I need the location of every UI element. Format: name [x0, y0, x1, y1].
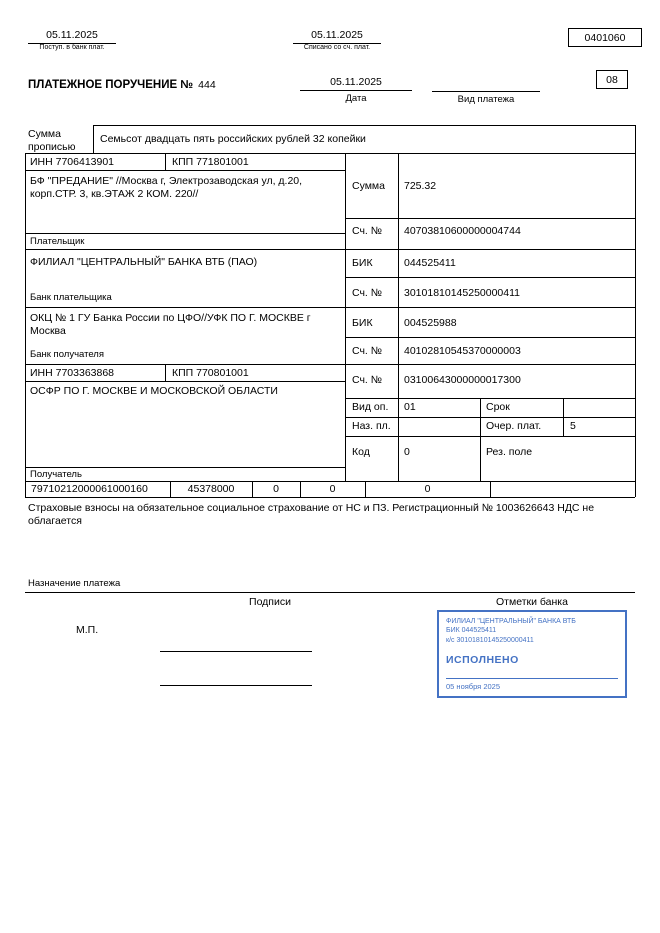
doc-date: 05.11.2025 [300, 76, 412, 91]
doc-date-block [300, 76, 412, 104]
grid-line [398, 153, 399, 481]
budget-period-value: 0 [329, 483, 336, 495]
grid-line [25, 497, 635, 498]
payment-type-block [432, 76, 540, 105]
payer-inn: ИНН 7706413901 [30, 156, 115, 168]
grid-line [345, 153, 346, 481]
grid-line [93, 125, 94, 153]
receiver-bank-name: ОКЦ № 1 ГУ Банка России по ЦФО//УФК ПО Г. МОСКВЕ г Москва [30, 312, 311, 338]
grid-line [25, 592, 635, 593]
mp-label: М.П. [76, 624, 99, 636]
signature-line [160, 651, 312, 652]
payer-account: 40703810600000004744 [404, 225, 521, 237]
grid-line [345, 398, 635, 399]
form-code-box [568, 28, 642, 47]
payer-bank-account: 30101810145250000411 [404, 287, 521, 299]
term-label: Срок [486, 401, 510, 413]
amount-words-label: Сумма прописью [28, 128, 76, 154]
grid-line [563, 398, 564, 436]
budget-basis-value: 0 [273, 483, 279, 495]
bank-stamp [437, 610, 627, 698]
receiver-bank-caption: Банк получателя [30, 349, 104, 360]
bank-marks-caption: Отметки банка [496, 596, 568, 608]
payer-kpp: КПП 771801001 [172, 156, 249, 168]
grid-line [480, 398, 481, 481]
doc-date-caption: Дата [345, 93, 367, 104]
stamp-bank-name: ФИЛИАЛ "ЦЕНТРАЛЬНЫЙ" БАНКА ВТБ [446, 618, 576, 625]
priority-value: 5 [570, 420, 576, 432]
receiver-account: 03100643000000017300 [404, 374, 521, 386]
received-date: 05.11.2025 [28, 29, 116, 44]
status-code-box [596, 70, 628, 89]
status-code: 08 [606, 73, 618, 86]
grid-line [25, 481, 635, 482]
payment-type-caption: Вид платежа [457, 94, 515, 105]
payment-purpose-code-label: Наз. пл. [352, 420, 391, 432]
grid-line [165, 153, 166, 170]
grid-line [345, 417, 635, 418]
payer-name: БФ "ПРЕДАНИЕ" //Москва г, Электрозаводская ул, д.20, корп.СТР. 3, кв.ЭТАЖ 2 КОМ. 220// [30, 175, 303, 201]
signature-line [160, 685, 312, 686]
stamp-status: ИСПОЛНЕНО [446, 654, 519, 667]
document-number: 444 [198, 79, 216, 91]
received-date-block [28, 29, 116, 52]
amount-in-words: Семьсот двадцать пять российских рублей 32 копейки [100, 133, 366, 145]
grid-line [165, 364, 166, 381]
receiver-bank-bik: 004525988 [404, 317, 457, 329]
debited-date-block [293, 29, 381, 52]
grid-line [25, 307, 635, 308]
grid-line [25, 467, 345, 468]
grid-line [93, 125, 635, 126]
debited-date-caption: Списано со сч. плат. [303, 44, 371, 51]
budget-docnum-value: 0 [424, 483, 431, 495]
oktmo-value: 45378000 [187, 483, 235, 495]
grid-line [345, 436, 635, 437]
document-title-row [28, 79, 216, 92]
stamp-date: 05 ноября 2025 [446, 678, 618, 691]
grid-line [345, 218, 635, 219]
grid-line [345, 277, 635, 278]
receiver-caption: Получатель [30, 469, 82, 480]
receiver-name: ОСФР ПО Г. МОСКВЕ И МОСКОВСКОЙ ОБЛАСТИ [30, 385, 278, 397]
payment-purpose-text: Страховые взносы на обязательное социальное страхование от НС и ПЗ. Регистрационный № 1003626643 НДС не облагается [28, 502, 595, 528]
grid-line [635, 125, 636, 497]
payer-bank-account-label: Сч. № [352, 287, 383, 299]
payer-bank-name: ФИЛИАЛ "ЦЕНТРАЛЬНЫЙ" БАНКА ВТБ (ПАО) [30, 256, 258, 268]
receiver-bank-account-label: Сч. № [352, 345, 383, 357]
payer-bank-caption: Банк плательщика [30, 292, 112, 303]
payer-account-label: Сч. № [352, 225, 383, 237]
received-date-caption: Поступ. в банк плат. [39, 44, 105, 51]
grid-line [25, 381, 345, 382]
receiver-account-label: Сч. № [352, 374, 383, 386]
payer-bank-bik-label: БИК [352, 257, 373, 269]
receiver-inn: ИНН 7703363868 [30, 367, 115, 379]
grid-line [25, 364, 635, 365]
grid-line [25, 249, 635, 250]
grid-line [25, 170, 345, 171]
op-type-label: Вид оп. [352, 401, 389, 413]
form-code: 0401060 [584, 31, 626, 44]
payment-purpose-caption: Назначение платежа [28, 578, 121, 589]
priority-label: Очер. плат. [486, 420, 542, 432]
receiver-bank-account: 40102810545370000003 [404, 345, 521, 357]
receiver-bank-bik-label: БИК [352, 317, 373, 329]
stamp-corr-account: к/с 30101810145250000411 [446, 636, 534, 644]
amount-label: Сумма [352, 180, 385, 192]
grid-line [25, 153, 26, 497]
op-type-value: 01 [404, 401, 416, 413]
amount-value: 725.32 [404, 180, 437, 192]
stamp-bik: БИК 044525411 [446, 627, 497, 635]
grid-line [490, 481, 491, 497]
kbk-value: 79710212000061000160 [31, 483, 148, 495]
grid-line [25, 233, 345, 234]
signatures-caption: Подписи [249, 596, 291, 608]
payer-bank-bik: 044525411 [404, 257, 456, 269]
payer-caption: Плательщик [30, 236, 85, 247]
reserve-field-label: Рез. поле [486, 446, 533, 458]
receiver-kpp: КПП 770801001 [172, 367, 249, 379]
payment-type-underline [432, 76, 540, 92]
code-label: Код [352, 446, 370, 458]
debited-date: 05.11.2025 [293, 29, 381, 44]
document-title: ПЛАТЕЖНОЕ ПОРУЧЕНИЕ № [28, 79, 194, 91]
grid-line [345, 337, 635, 338]
grid-line [25, 153, 635, 154]
code-value: 0 [404, 446, 410, 458]
